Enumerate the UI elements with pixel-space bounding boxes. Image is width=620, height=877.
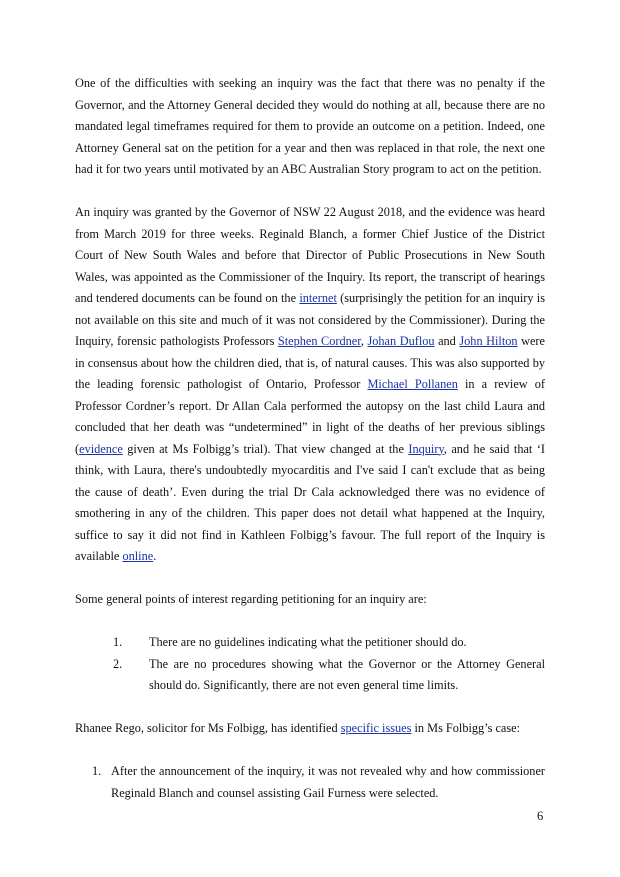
text-segment: An inquiry was granted by the Governor of NSW 22 August 2018, and the evidence was heard from March 2019 for three weeks. Reginald Blanch, a former Chief Justice of the District Court of New South Wales and before that Director of Public Prosecutions in New South Wales, was appointed as the Commissioner of the Inquiry. Its report, the transcript of hearings and tendered documents can be found on the	[75, 205, 545, 305]
internet-link[interactable]: internet	[299, 291, 337, 305]
stephen-cordner-link[interactable]: Stephen Cordner	[277, 334, 361, 348]
text-segment: given at Ms Folbigg’s trial). That view changed at the	[122, 441, 409, 456]
text-segment: and	[434, 334, 460, 348]
list-item	[75, 632, 545, 654]
text-segment: were in consensus about how the children died, that is, of natural causes. This was also supported by the leading forensic pathologist of Ontario, Professor	[75, 334, 545, 391]
text-segment: , and he said that ‘I think, with Laura, there's undoubtedly myocarditis and I've said I can't exclude that as being the cause of death’. Even during the trial Dr Cala acknowledged there was no evidence of smothering in any of the children. This paper does not detail what happened at the Inquiry, suffice to say it did not find in Kathleen Folbigg’s favour. The full report of the Inquiry is available	[75, 441, 546, 563]
text-segment: (surprisingly the petition for an inquiry is not available on this site and much of it was not considered by the Commissioner). During the Inquiry, forensic pathologists Professors	[75, 291, 545, 348]
list-item	[75, 654, 545, 697]
specific-issues-list	[75, 761, 545, 804]
text-segment: Rhanee Rego, solicitor for Ms Folbigg, has identified	[75, 721, 341, 735]
michael-pollanen-link[interactable]: Michael Pollanen	[367, 377, 458, 391]
john-hilton-link[interactable]: John Hilton	[459, 334, 518, 348]
paragraph-inquiry-granted	[75, 202, 545, 568]
text-segment: in Ms Folbigg’s case:	[411, 721, 521, 735]
paragraph-general-points: Some general points of interest regarding petitioning for an inquiry are:	[75, 592, 427, 606]
list-item-number: 1.	[92, 764, 102, 778]
page-body	[75, 73, 545, 804]
general-points-list	[75, 632, 545, 697]
inquiry-link[interactable]: Inquiry	[408, 441, 444, 456]
text-segment: ,	[360, 334, 368, 348]
paragraph-petition-difficulties: One of the difficulties with seeking an inquiry was the fact that there was no penalty if the Governor, and the Attorney General decided they would do nothing at all, because there are no mandated legal timeframes required for them to provide an outcome on a petition. Indeed, one Attorney General sat on the petition for a year and then was replaced in that role, the next one had it for two years until motivated by an ABC Australian Story program to act on the petition.	[75, 76, 545, 176]
specific-issues-link[interactable]: specific issues	[340, 721, 412, 735]
online-report-link[interactable]: online	[122, 549, 154, 563]
list-item-text: After the announcement of the inquiry, it was not revealed why and how commissioner Reginald Blanch and counsel assisting Gail Furness were selected.	[111, 764, 545, 800]
list-item-text: The are no procedures showing what the Governor or the Attorney General should do. Significantly, there are not even general time limits.	[149, 656, 545, 692]
list-item-number: 1.	[113, 635, 123, 649]
page-number: 6	[537, 809, 544, 823]
text-segment: in a review of Professor Cordner’s report. Dr Allan Cala performed the autopsy on the last child Laura and concluded that her death was “undetermined” in light of the deaths of her previous siblings (	[75, 377, 545, 456]
text-segment: .	[153, 549, 157, 563]
evidence-link[interactable]: evidence	[79, 441, 123, 456]
list-item-text: There are no guidelines indicating what the petitioner should do.	[149, 635, 467, 649]
list-item	[75, 761, 545, 804]
list-item-number: 2.	[113, 656, 123, 671]
paragraph-specific-issues	[75, 718, 545, 740]
johan-duflou-link[interactable]: Johan Duflou	[367, 334, 435, 348]
